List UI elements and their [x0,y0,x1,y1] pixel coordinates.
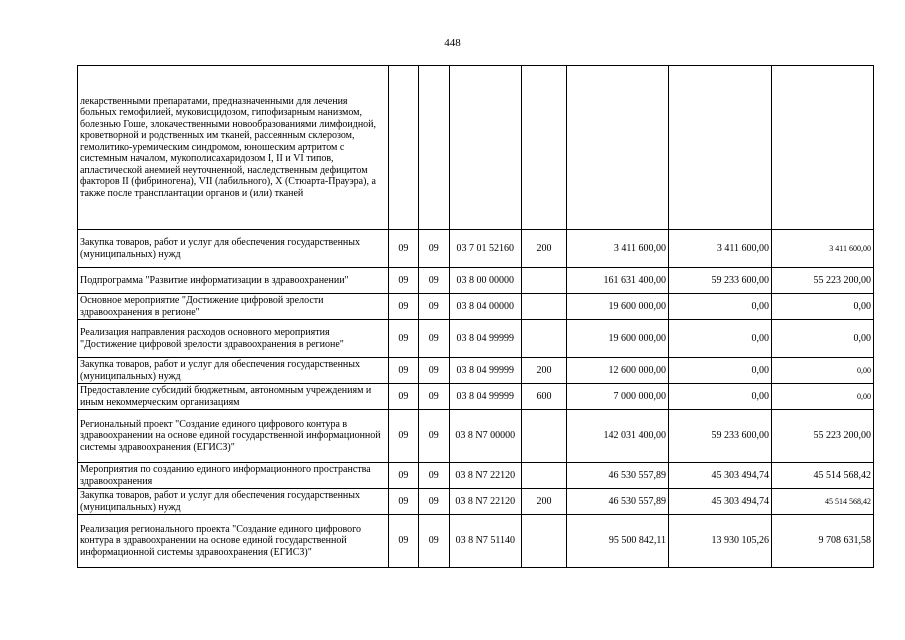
row-amount-3: 3 411 600,00 [772,230,874,268]
row-section: 09 [388,489,418,515]
row-expense-type: 200 [521,358,566,384]
row-description: лекарственными препаратами, предназначенными для лечения больных гемофилией, муковисцидозом, гипофизарным нанизмом, болезнью Гоше, злокачественными новообразованиями лимфоидной, кроветворной и родственных им тканей, рассеянным склерозом, гемолитико-уремическим синдромом, юношеским артритом с системным началом, мукополисахаридозом I, II и VI типов, апластической анемией неуточненной, наследственным дефицитом факторов II (фибриногена), VII (лабильного), X (Стюарта-Прауэра), а также после трансплантации органов и (или) тканей [78,66,389,230]
row-subsection: 09 [418,268,449,294]
row-amount-2: 0,00 [669,320,772,358]
row-subsection: 09 [418,358,449,384]
row-amount-3 [772,66,874,230]
row-amount-3: 45 514 568,42 [772,463,874,489]
row-amount-1: 95 500 842,11 [567,515,669,568]
row-amount-2: 0,00 [669,358,772,384]
row-subsection: 09 [418,230,449,268]
row-amount-1: 46 530 557,89 [567,463,669,489]
row-amount-3: 0,00 [772,294,874,320]
row-amount-3: 0,00 [772,320,874,358]
row-amount-1: 46 530 557,89 [567,489,669,515]
row-target-article: 03 8 N7 22120 [449,489,521,515]
row-expense-type: 200 [521,489,566,515]
row-amount-2: 0,00 [669,384,772,410]
row-description: Реализация регионального проекта "Создание единого цифрового контура в здравоохранении на основе единой государственной информационной системы здравоохранения (ЕГИСЗ)" [78,515,389,568]
row-amount-3: 45 514 568,42 [772,489,874,515]
row-subsection: 09 [418,320,449,358]
row-amount-1: 12 600 000,00 [567,358,669,384]
row-subsection: 09 [418,384,449,410]
row-amount-3: 0,00 [772,358,874,384]
row-description: Закупка товаров, работ и услуг для обеспечения государственных (муниципальных) нужд [78,230,389,268]
row-amount-3: 0,00 [772,384,874,410]
row-amount-2: 59 233 600,00 [669,268,772,294]
row-target-article: 03 8 04 99999 [449,358,521,384]
row-target-article: 03 8 N7 00000 [449,410,521,463]
row-description: Закупка товаров, работ и услуг для обеспечения государственных (муниципальных) нужд [78,489,389,515]
row-expense-type: 200 [521,230,566,268]
row-description: Основное мероприятие "Достижение цифровой зрелости здравоохранения в регионе" [78,294,389,320]
row-description: Региональный проект "Создание единого цифрового контура в здравоохранении на основе единой государственной информационной системы здравоохранения (ЕГИСЗ)" [78,410,389,463]
row-section: 09 [388,410,418,463]
table-row [78,489,874,515]
table-row [78,410,874,463]
row-amount-3: 55 223 200,00 [772,268,874,294]
row-section: 09 [388,320,418,358]
row-target-article: 03 7 01 52160 [449,230,521,268]
table-row [78,515,874,568]
row-amount-2: 45 303 494,74 [669,489,772,515]
row-target-article: 03 8 N7 51140 [449,515,521,568]
row-amount-2: 45 303 494,74 [669,463,772,489]
table-row [78,230,874,268]
row-amount-1: 7 000 000,00 [567,384,669,410]
row-section: 09 [388,515,418,568]
row-description: Подпрограмма "Развитие информатизации в здравоохранении" [78,268,389,294]
row-section [388,66,418,230]
row-subsection: 09 [418,463,449,489]
table-row [78,358,874,384]
table-row [78,384,874,410]
row-amount-3: 9 708 631,58 [772,515,874,568]
row-target-article [449,66,521,230]
row-target-article: 03 8 04 99999 [449,320,521,358]
row-section: 09 [388,358,418,384]
row-amount-2 [669,66,772,230]
row-amount-2: 13 930 105,26 [669,515,772,568]
row-subsection: 09 [418,410,449,463]
row-expense-type [521,410,566,463]
page-number: 448 [444,37,461,49]
budget-table [77,65,874,568]
row-amount-2: 59 233 600,00 [669,410,772,463]
row-amount-1: 161 631 400,00 [567,268,669,294]
row-section: 09 [388,463,418,489]
row-section: 09 [388,268,418,294]
row-expense-type [521,66,566,230]
row-description: Реализация направления расходов основного мероприятия "Достижение цифровой зрелости здравоохранения в регионе" [78,320,389,358]
row-amount-2: 0,00 [669,294,772,320]
table-row [78,463,874,489]
row-expense-type [521,320,566,358]
table-row [78,66,874,230]
table-row [78,294,874,320]
row-section: 09 [388,384,418,410]
table-row [78,320,874,358]
row-expense-type [521,463,566,489]
row-subsection [418,66,449,230]
row-expense-type [521,294,566,320]
row-description: Закупка товаров, работ и услуг для обеспечения государственных (муниципальных) нужд [78,358,389,384]
row-expense-type [521,515,566,568]
row-subsection: 09 [418,489,449,515]
row-description: Мероприятия по созданию единого информационного пространства здравоохранения [78,463,389,489]
row-description: Предоставление субсидий бюджетным, автономным учреждениям и иным некоммерческим организациям [78,384,389,410]
row-target-article: 03 8 00 00000 [449,268,521,294]
row-amount-1: 142 031 400,00 [567,410,669,463]
row-expense-type [521,268,566,294]
row-subsection: 09 [418,515,449,568]
row-target-article: 03 8 N7 22120 [449,463,521,489]
row-subsection: 09 [418,294,449,320]
row-amount-3: 55 223 200,00 [772,410,874,463]
row-amount-1: 19 600 000,00 [567,294,669,320]
row-expense-type: 600 [521,384,566,410]
row-amount-1: 19 600 000,00 [567,320,669,358]
row-target-article: 03 8 04 00000 [449,294,521,320]
row-amount-2: 3 411 600,00 [669,230,772,268]
row-section: 09 [388,294,418,320]
row-amount-1 [567,66,669,230]
row-amount-1: 3 411 600,00 [567,230,669,268]
row-section: 09 [388,230,418,268]
row-target-article: 03 8 04 99999 [449,384,521,410]
table-row [78,268,874,294]
